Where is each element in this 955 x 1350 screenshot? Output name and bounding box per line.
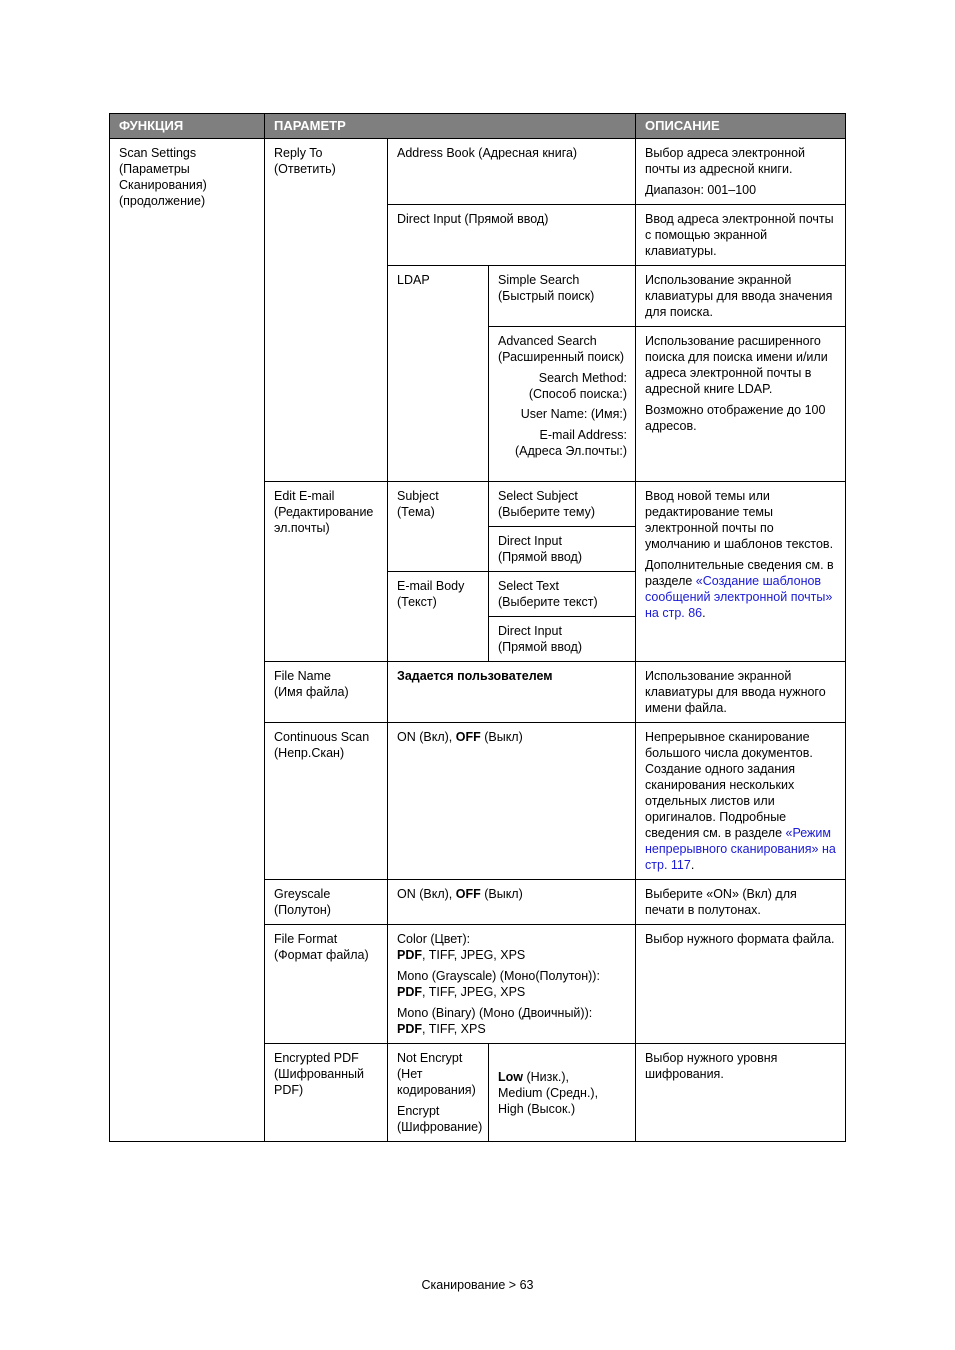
encrypted-pdf-desc: Выбор нужного уровня шифрования. (636, 1044, 846, 1142)
mono-binary-format-label: Mono (Binary) (Моно (Двоичный)): (397, 1006, 593, 1020)
encrypt-label: Encrypt (397, 1104, 440, 1118)
file-name-cell (265, 662, 388, 723)
default-format: PDF (397, 985, 422, 999)
continuous-scan-desc (636, 723, 846, 880)
continuous-scan-label-ru: (Непр.Скан) (274, 746, 345, 760)
default-format: PDF (397, 1022, 422, 1036)
continuous-scan-link[interactable]: «Режим непрерывного сканирования» на стр. 117 (645, 826, 836, 872)
level-low (498, 1069, 627, 1085)
advanced-search-label: Advanced Search (498, 334, 597, 348)
edit-email-cell (265, 482, 388, 662)
email-body-label-ru: (Текст) (397, 595, 437, 609)
file-format-value (388, 925, 636, 1044)
header-description: ОПИСАНИЕ (636, 114, 846, 139)
reply-to-label-ru: (Ответить) (274, 162, 336, 176)
select-subject-label: Select Subject (498, 489, 578, 503)
color-format-options (397, 947, 627, 963)
continuous-scan-cell (265, 723, 388, 880)
direct-input-label-ru: (Прямой ввод) (498, 640, 583, 654)
user-name-label: User Name: (Имя:) (520, 407, 628, 421)
header-function: ФУНКЦИЯ (110, 114, 265, 139)
header-parameter: ПАРАМЕТР (265, 114, 636, 139)
mono-binary-format-options (397, 1021, 627, 1037)
simple-search-label-ru: (Быстрый поиск) (498, 289, 595, 303)
not-encrypt-label: Not Encrypt (397, 1051, 463, 1065)
simple-search-desc: Использование экранной клавиатуры для ввода значения для поиска. (636, 266, 846, 327)
file-format-label-ru: (Формат файла) (274, 948, 369, 962)
direct-input-label: Direct Input (498, 534, 562, 548)
value-off-default: OFF (455, 887, 481, 901)
desc-text: Выбор адреса электронной почты из адресной книги. (645, 146, 806, 176)
function-line: Scan Settings (119, 146, 197, 160)
file-name-value (388, 662, 636, 723)
reply-to-cell (265, 139, 388, 482)
reply-to-label: Reply To (274, 146, 323, 160)
function-line: Сканирования) (119, 178, 207, 192)
advanced-search-cell (489, 327, 636, 482)
file-name-label-ru: (Имя файла) (274, 685, 349, 699)
level-high: High (Высок.) (498, 1101, 576, 1116)
advanced-search-desc (636, 327, 846, 482)
encrypted-pdf-label: Encrypted PDF (274, 1051, 359, 1065)
select-text-label: Select Text (498, 579, 559, 593)
search-method-label-ru: (Способ поиска:) (528, 387, 628, 401)
file-format-desc: Выбор нужного формата файла. (636, 925, 846, 1044)
file-name-label: File Name (274, 669, 331, 683)
desc-suffix: . (702, 606, 706, 620)
subject-cell (388, 482, 489, 572)
simple-search-cell (489, 266, 636, 327)
mono-gray-format-options (397, 984, 627, 1000)
subject-label-ru: (Тема) (397, 505, 435, 519)
table-row (110, 139, 846, 205)
desc-prefix: Дополнительные сведения см. в разделе (645, 558, 834, 588)
level-low-label: (Низк.), (523, 1069, 569, 1084)
format-list: , TIFF, JPEG, XPS (422, 948, 526, 962)
continuous-scan-value (388, 723, 636, 880)
desc-text (645, 557, 837, 621)
level-low-default: Low (498, 1069, 523, 1084)
email-address-label-ru: (Адреса Эл.почты:) (515, 444, 628, 458)
settings-table (109, 113, 846, 1142)
subject-label: Subject (397, 489, 439, 503)
default-format: PDF (397, 948, 422, 962)
email-templates-link[interactable]: «Создание шаблонов сообщений электронной почты» на стр. 86 (645, 574, 833, 620)
function-cell (110, 139, 265, 1142)
encrypted-pdf-cell (265, 1044, 388, 1142)
edit-email-desc (636, 482, 846, 662)
direct-input-label-ru: (Прямой ввод) (498, 550, 583, 564)
address-book-cell: Address Book (Адресная книга) (388, 139, 636, 205)
edit-email-label-ru: (Редактирование эл.почты) (274, 505, 374, 535)
table-header-row (110, 114, 846, 139)
desc-text: Непрерывное сканирование большого числа документов. Создание одного задания сканирования нескольких отдельных листов или оригиналов. Подробные сведения см. в разделе (645, 730, 813, 840)
direct-input-desc: Ввод адреса электронной почты с помощью экранной клавиатуры. (636, 205, 846, 266)
color-format-label: Color (Цвет): (397, 932, 471, 946)
file-name-value-text: Задается пользователем (397, 669, 553, 683)
file-format-cell (265, 925, 388, 1044)
value-off-label: (Выкл) (480, 887, 523, 901)
format-list: , TIFF, XPS (422, 1022, 486, 1036)
value-on: ON (Вкл), (397, 730, 456, 744)
select-text-label-ru: (Выберите текст) (498, 595, 598, 609)
not-encrypt-label-ru: (Нет кодирования) (397, 1067, 476, 1097)
desc-text: Использование расширенного поиска для поиска имени и/или адреса электронной почты в адресной книге LDAP. (645, 334, 828, 396)
value-off-label: (Выкл) (480, 730, 523, 744)
select-subject-cell (489, 482, 636, 527)
encrypted-pdf-label-ru: (Шифрованный PDF) (274, 1067, 365, 1097)
level-medium: Medium (Средн.), (498, 1085, 599, 1100)
greyscale-label: Greyscale (274, 887, 331, 901)
continuous-scan-label: Continuous Scan (274, 730, 370, 744)
function-line: (продолжение) (119, 194, 206, 208)
encrypt-label-ru: (Шифрование) (397, 1120, 483, 1134)
subject-direct-input-cell (489, 527, 636, 572)
body-direct-input-cell (489, 617, 636, 662)
file-name-desc: Использование экранной клавиатуры для ввода нужного имени файла. (636, 662, 846, 723)
direct-input-cell: Direct Input (Прямой ввод) (388, 205, 636, 266)
mono-gray-format-label: Mono (Grayscale) (Моно(Полутон)): (397, 969, 600, 983)
email-body-label: E-mail Body (397, 579, 465, 593)
greyscale-label-ru: (Полутон) (274, 903, 331, 917)
greyscale-desc: Выберите «ON» (Вкл) для печати в полутонах. (636, 880, 846, 925)
edit-email-label: Edit E-mail (274, 489, 335, 503)
file-format-label: File Format (274, 932, 338, 946)
encrypt-options-cell (388, 1044, 489, 1142)
greyscale-value (388, 880, 636, 925)
select-subject-label-ru: (Выберите тему) (498, 505, 596, 519)
value-off-default: OFF (455, 730, 481, 744)
email-address-label: E-mail Address: (539, 428, 628, 442)
address-book-desc (636, 139, 846, 205)
desc-range: Диапазон: 001–100 (645, 183, 757, 197)
ldap-cell: LDAP (388, 266, 489, 482)
select-text-cell (489, 572, 636, 617)
search-method-label: Search Method: (538, 371, 628, 385)
email-body-cell (388, 572, 489, 662)
direct-input-label: Direct Input (498, 624, 562, 638)
function-line: (Параметры (119, 162, 190, 176)
advanced-search-label-ru: (Расширенный поиск) (498, 350, 625, 364)
simple-search-label: Simple Search (498, 273, 580, 287)
format-list: , TIFF, JPEG, XPS (422, 985, 526, 999)
desc-text: Возможно отображение до 100 адресов. (645, 403, 826, 433)
desc-suffix: . (690, 858, 695, 872)
encrypt-level-cell (489, 1044, 636, 1142)
page-footer: Сканирование > 63 (421, 1278, 534, 1292)
greyscale-cell (265, 880, 388, 925)
desc-text: Ввод новой темы или редактирование темы электронной почты по умолчанию и шаблонов текстов. (645, 489, 834, 551)
value-on: ON (Вкл), (397, 887, 456, 901)
